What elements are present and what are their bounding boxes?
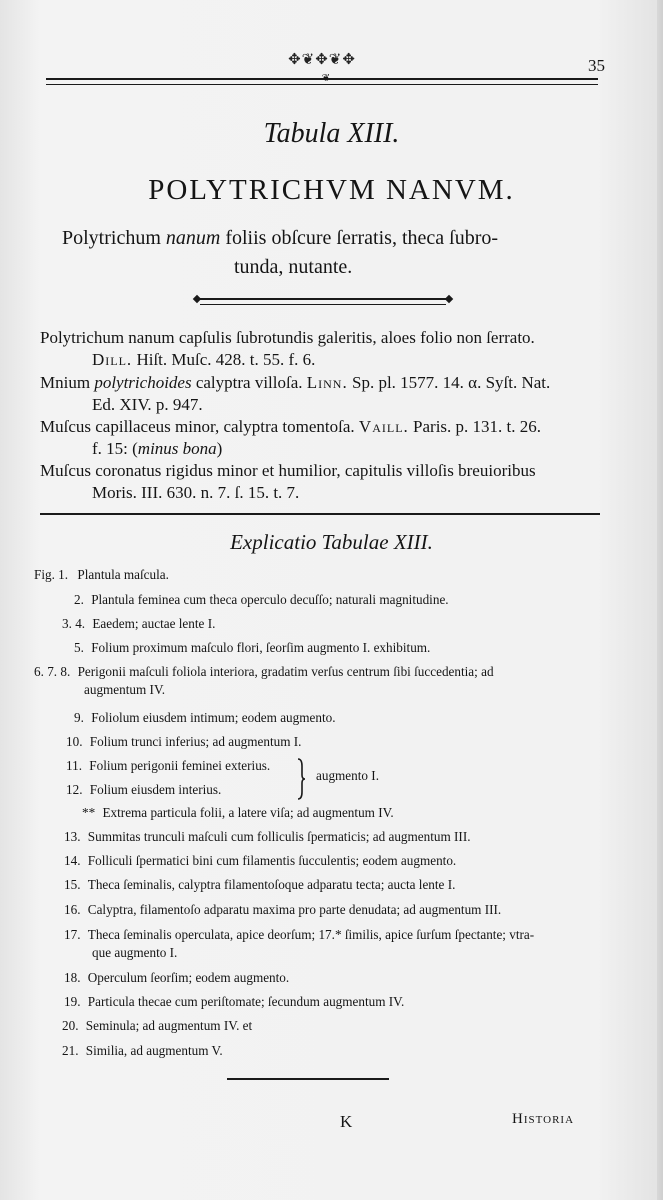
figure-number: 20.	[62, 1018, 79, 1033]
figure-text: Particula thecae cum periſtomate; ſecundum augmentum IV.	[87, 994, 405, 1009]
synonym-text: Polytrichum nanum capſulis ſubrotundis galeritis, aloes folio non ſerrato.	[40, 328, 535, 347]
figure-number: Fig. 1.	[34, 567, 69, 582]
figure-entry	[64, 828, 471, 845]
section-rule	[40, 513, 600, 515]
figure-text: Folium proximum maſculo flori, ſeorſim augmento I. exhibitum.	[91, 640, 431, 655]
figure-text: Similia, ad augmentum V.	[85, 1043, 223, 1058]
synonym-text: Muſcus coronatus rigidus minor et humilior, capitulis villoſis breuioribus	[40, 461, 536, 480]
figure-text: Perigonii maſculi foliola interiora, gradatim verſus centrum ſibi ſuccedentia; ad	[77, 664, 494, 679]
synonym-ref-line2: Ed. XIV. p. 947.	[92, 395, 203, 414]
figure-entry	[64, 969, 289, 986]
figure-text: Folium trunci inferius; ad augmentum I.	[89, 734, 302, 749]
figure-entry-continuation	[84, 681, 165, 698]
scan-edge	[657, 0, 663, 1200]
figure-entry	[64, 876, 455, 893]
figure-text: Folium eiusdem interius.	[89, 782, 222, 797]
figure-text: Summitas trunculi maſculi cum folliculis ſpermaticis; ad augmentum III.	[87, 829, 471, 844]
diagnosis-text: Polytrichum	[62, 227, 166, 249]
synonym-note: minus bona	[137, 439, 217, 458]
figure-entry	[82, 804, 394, 821]
figure-text: Folliculi ſpermatici bini cum filamentis ſucculentis; eodem augmento.	[87, 853, 457, 868]
figure-number: 2.	[74, 592, 84, 607]
synonym-author: Linn.	[306, 373, 348, 392]
figure-text: Theca ſeminalis operculata, apice deorſum; 17.* ſimilis, apice ſurſum ſpectante; vtra-	[87, 927, 535, 942]
figure-number: 11.	[66, 758, 82, 773]
figure-entry	[34, 566, 169, 583]
figure-number: 19.	[64, 994, 81, 1009]
figure-number: 9.	[74, 710, 84, 725]
synonym-author: Vaill.	[358, 417, 409, 436]
synonym-ref-line2: Moris. III. 630. n. 7. ſ. 15. t. 7.	[92, 483, 300, 502]
diagnosis-line2: tunda, nutante.	[234, 256, 353, 278]
figure-entry	[74, 709, 336, 726]
figure-entry	[64, 852, 456, 869]
figure-entry	[74, 591, 449, 608]
figure-number: 12.	[66, 782, 83, 797]
figure-entry	[34, 663, 494, 680]
header-rule	[46, 73, 598, 85]
catchword: Historia	[512, 1111, 575, 1127]
figure-text: Eaedem; auctae lente I.	[92, 616, 216, 631]
synonym-ref: f. 15: (	[92, 439, 138, 458]
figure-text: Folium perigonii feminei exterius.	[89, 758, 271, 773]
synonym-epithet: polytrichoides	[94, 373, 192, 392]
header-ornament: ✥❦✥❦✥	[288, 52, 356, 68]
plate-title: Tabula XIII.	[263, 118, 400, 149]
synonym-author: Dill.	[92, 350, 133, 369]
synonym-dillenius	[40, 327, 608, 371]
figure-number: 13.	[64, 829, 81, 844]
synonym-ref: )	[216, 439, 223, 458]
brace-note: augmento I.	[316, 768, 379, 783]
figure-number: 6. 7. 8.	[34, 664, 71, 679]
figure-text: Calyptra, filamentoſo adparatu maxima pro parte denudata; ad augmentum III.	[87, 902, 502, 917]
figure-entry	[64, 901, 501, 918]
synonym-ref: Hiſt. Muſc. 428. t. 55. f. 6.	[132, 350, 316, 369]
species-diagnosis	[62, 224, 602, 282]
figure-entry	[66, 757, 270, 774]
explicatio-title: Explicatio Tabulae XIII.	[230, 530, 433, 554]
signature-mark: K	[340, 1112, 353, 1131]
figure-number: 17.	[64, 927, 81, 942]
figure-entry	[62, 1042, 223, 1059]
figure-entry	[74, 639, 430, 656]
synonym-text: calyptra villoſa.	[191, 373, 307, 392]
figure-text: Theca ſeminalis, calyptra filamentoſoque adparatu tecta; aucta lente I.	[87, 877, 456, 892]
figure-text: Plantula feminea cum theca operculo decuſſo; naturali magnitudine.	[91, 592, 449, 607]
figure-number: 5.	[74, 640, 84, 655]
figure-number: 10.	[66, 734, 83, 749]
figure-entry	[64, 926, 534, 943]
figure-entry	[66, 733, 301, 750]
synonym-linnaeus	[40, 372, 608, 416]
figure-text: Foliolum eiusdem intimum; eodem augmento.	[91, 710, 336, 725]
figure-number: 18.	[64, 970, 81, 985]
diagnosis-epithet: nanum	[165, 227, 221, 249]
diagnosis-text: foliis obſcure ſerratis, theca ſubro-	[220, 227, 499, 249]
synonym-text: Mnium	[40, 373, 95, 392]
figure-number: 3. 4.	[62, 616, 86, 631]
synonym-vaillant	[40, 416, 608, 460]
synonym-ref: Paris. p. 131. t. 26.	[408, 417, 542, 436]
page-number: 35	[588, 56, 605, 75]
figure-text: Extrema particula folii, a latere viſa; ad augmentum IV.	[102, 805, 394, 820]
figure-text: Operculum ſeorſim; eodem augmento.	[87, 970, 290, 985]
figure-number: 15.	[64, 877, 81, 892]
figure-number: 14.	[64, 853, 81, 868]
footer-rule	[227, 1078, 389, 1080]
rule-ornament: ❦	[321, 73, 331, 84]
figure-text: Plantula maſcula.	[77, 567, 169, 582]
synonym-ref: Sp. pl. 1577. 14. α. Syſt. Nat.	[347, 373, 551, 392]
figure-entry	[64, 993, 404, 1010]
figure-text: augmentum IV.	[84, 682, 166, 697]
figure-entry	[62, 1017, 252, 1034]
figure-number: 16.	[64, 902, 81, 917]
figure-text: que augmento I.	[92, 945, 178, 960]
figure-entry-continuation	[92, 944, 177, 961]
synonym-text: Muſcus capillaceus minor, calyptra tomentoſa.	[40, 417, 359, 436]
figure-text: Seminula; ad augmentum IV. et	[85, 1018, 253, 1033]
synonym-morison	[40, 460, 608, 504]
ornamental-rule	[200, 298, 446, 305]
figure-entry	[62, 615, 215, 632]
figure-entry	[66, 781, 221, 798]
species-title: POLYTRICHVM NANVM.	[148, 174, 515, 206]
curly-brace-icon	[296, 758, 306, 800]
figure-number: 21.	[62, 1043, 79, 1058]
figure-number: **	[82, 805, 96, 820]
